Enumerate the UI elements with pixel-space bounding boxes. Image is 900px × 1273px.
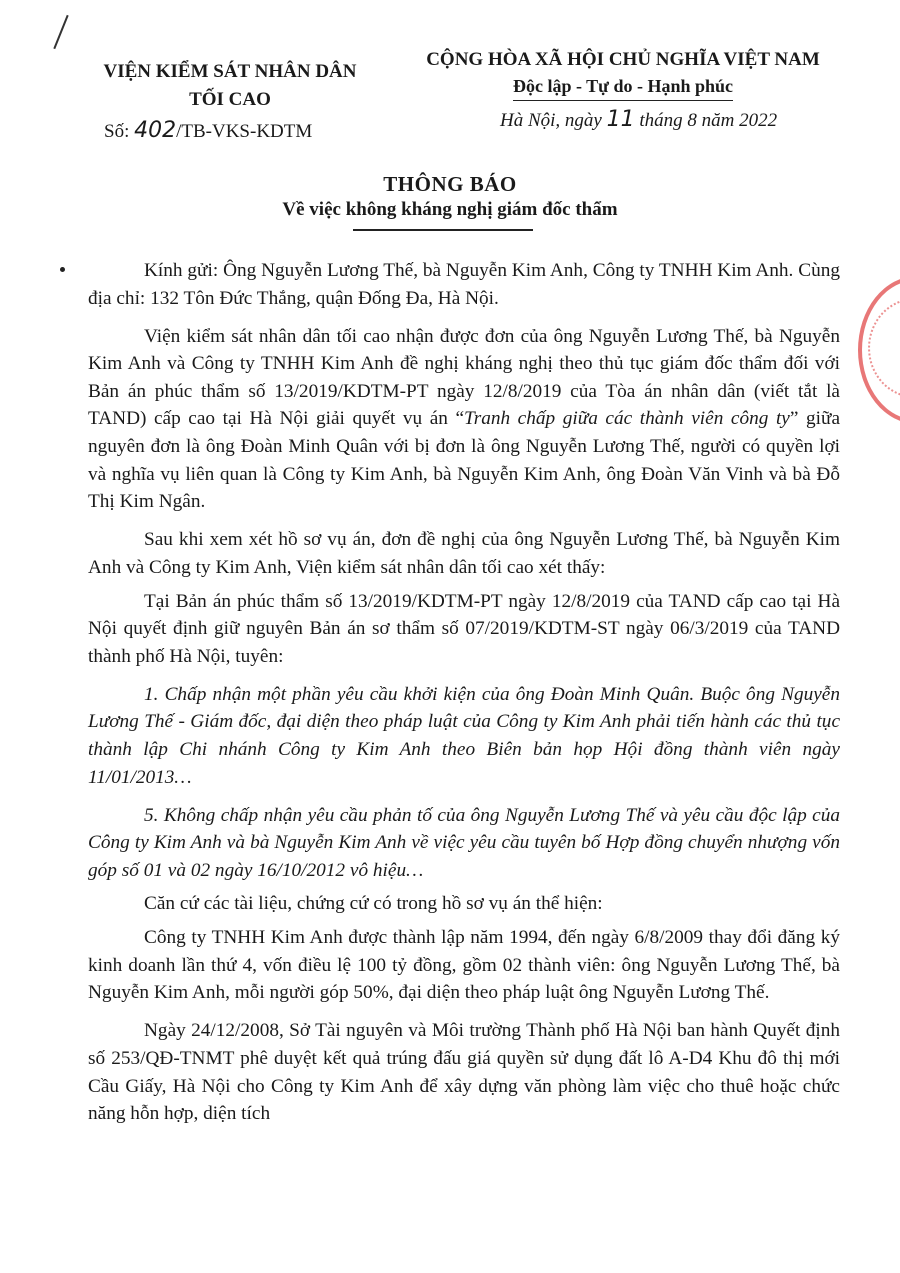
number-suffix: /TB-VKS-KDTM	[176, 121, 313, 142]
agency-line-1: VIỆN KIỂM SÁT NHÂN DÂN	[103, 61, 357, 82]
date-prefix: Hà Nội, ngày	[500, 110, 602, 131]
date-suffix: tháng 8 năm 2022	[639, 110, 778, 131]
national-header	[388, 46, 858, 101]
number-handwritten: 402	[134, 118, 177, 143]
paragraph-land-decision: Ngày 24/12/2008, Sở Tài nguyên và Môi trường Thành phố Hà Nội ban hành Quyết định số 253/QĐ-TNMT phê duyệt kết quả trúng đấu giá quyền sử dụng đất lô A-D4 Khu đô thị mới Cầu Giấy, Hà Nội cho Công ty Kim Anh để xây dựng văn phòng làm việc cho thuê hoặc chức năng hỗn hợp, diện tích	[88, 1020, 840, 1125]
paragraph-petition	[88, 323, 840, 516]
petition-text-a: Viện kiểm sát nhân dân tối cao nhận được đơn của ông Nguyễn Lương Thế, bà Nguyễn Kim Anh và Công ty TNHH Kim Anh đề nghị kháng nghị theo thủ tục giám đốc thẩm đối với Bản án phúc thẩm số 13/2019/KDTM-PT ngày 12/8/2019 của Tòa án nhân dân (viết tắt là TAND) cấp cao tại Hà Nội giải quyết vụ án “	[88, 325, 840, 430]
document-body	[88, 257, 840, 1138]
document-title: THÔNG BÁO	[383, 172, 517, 196]
quoted-ruling-5: 5. Không chấp nhận yêu cầu phản tố của ông Nguyễn Lương Thế và yêu cầu độc lập của Công ty Kim Anh và bà Nguyễn Kim Anh về việc yêu cầu tuyên bố Hợp đồng chuyển nhượng vốn góp số 01 và 02 ngày 16/10/2012 vô hiệu…	[88, 804, 840, 881]
nation-name: CỘNG HÒA XÃ HỘI CHỦ NGHĨA VIỆT NAM	[426, 49, 820, 70]
number-prefix: Số:	[104, 121, 130, 142]
paragraph-evidence-intro: Căn cứ các tài liệu, chứng cứ có trong hồ sơ vụ án thể hiện:	[144, 893, 603, 915]
case-name-italic: Tranh chấp giữa các thành viên công ty	[464, 408, 790, 430]
place-date	[500, 107, 860, 132]
document-number	[104, 118, 312, 143]
document-subtitle: Về việc không kháng nghị giám đốc thẩm	[282, 199, 618, 220]
paragraph-appeal-judgment: Tại Bản án phúc thẩm số 13/2019/KDTM-PT ngày 12/8/2019 của TAND cấp cao tại Hà Nội quyết định giữ nguyên Bản án sơ thẩm số 07/2019/KDTM-ST ngày 06/3/2019 của TAND thành phố Hà Nội, tuyên:	[88, 590, 840, 667]
paragraph-review: Sau khi xem xét hồ sơ vụ án, đơn đề nghị của ông Nguyễn Lương Thế, bà Nguyễn Kim Anh và Công ty Kim Anh, Viện kiểm sát nhân dân tối cao xét thấy:	[88, 529, 840, 578]
paragraph-company-info: Công ty TNHH Kim Anh được thành lập năm 1994, đến ngày 6/8/2009 thay đổi đăng ký kinh doanh lần thứ 4, vốn điều lệ 100 tỷ đồng, gồm 02 thành viên: ông Nguyễn Lương Thế, bà Nguyễn Kim Anh, mỗi người góp 50%, đại diện theo pháp luật ông Nguyễn Lương Thế.	[88, 927, 840, 1004]
pen-mark	[53, 15, 68, 49]
agency-line-2: TỐI CAO	[189, 89, 271, 110]
punch-dot	[60, 267, 65, 272]
subtitle-underline	[353, 229, 533, 231]
date-day-handwritten: 11	[606, 107, 635, 132]
issuing-agency	[70, 58, 390, 114]
quoted-ruling-1: 1. Chấp nhận một phần yêu cầu khởi kiện của ông Đoàn Minh Quân. Buộc ông Nguyễn Lương Thế - Giám đốc, đại diện theo pháp luật của Công ty Kim Anh phải tiến hành các thủ tục thành lập Chi nhánh Công ty Kim Anh theo Biên bản họp Hội đồng thành viên ngày 11/01/2013…	[88, 683, 840, 788]
petition-text-b: ” giữa nguyên đơn là ông Đoàn Minh Quân với bị đơn là ông Nguyễn Lương Thế, người có quyền lợi và nghĩa vụ liên quan là Công ty Kim Anh, bà Nguyễn Kim Anh, ông Đoàn Văn Vinh và bà Đỗ Thị Kim Ngân.	[88, 408, 841, 513]
addressee-paragraph: Kính gửi: Ông Nguyễn Lương Thế, bà Nguyễn Kim Anh, Công ty TNHH Kim Anh. Cùng địa chỉ: 132 Tôn Đức Thắng, quận Đống Đa, Hà Nội.	[88, 260, 840, 309]
national-motto: Độc lập - Tự do - Hạnh phúc	[513, 73, 733, 101]
